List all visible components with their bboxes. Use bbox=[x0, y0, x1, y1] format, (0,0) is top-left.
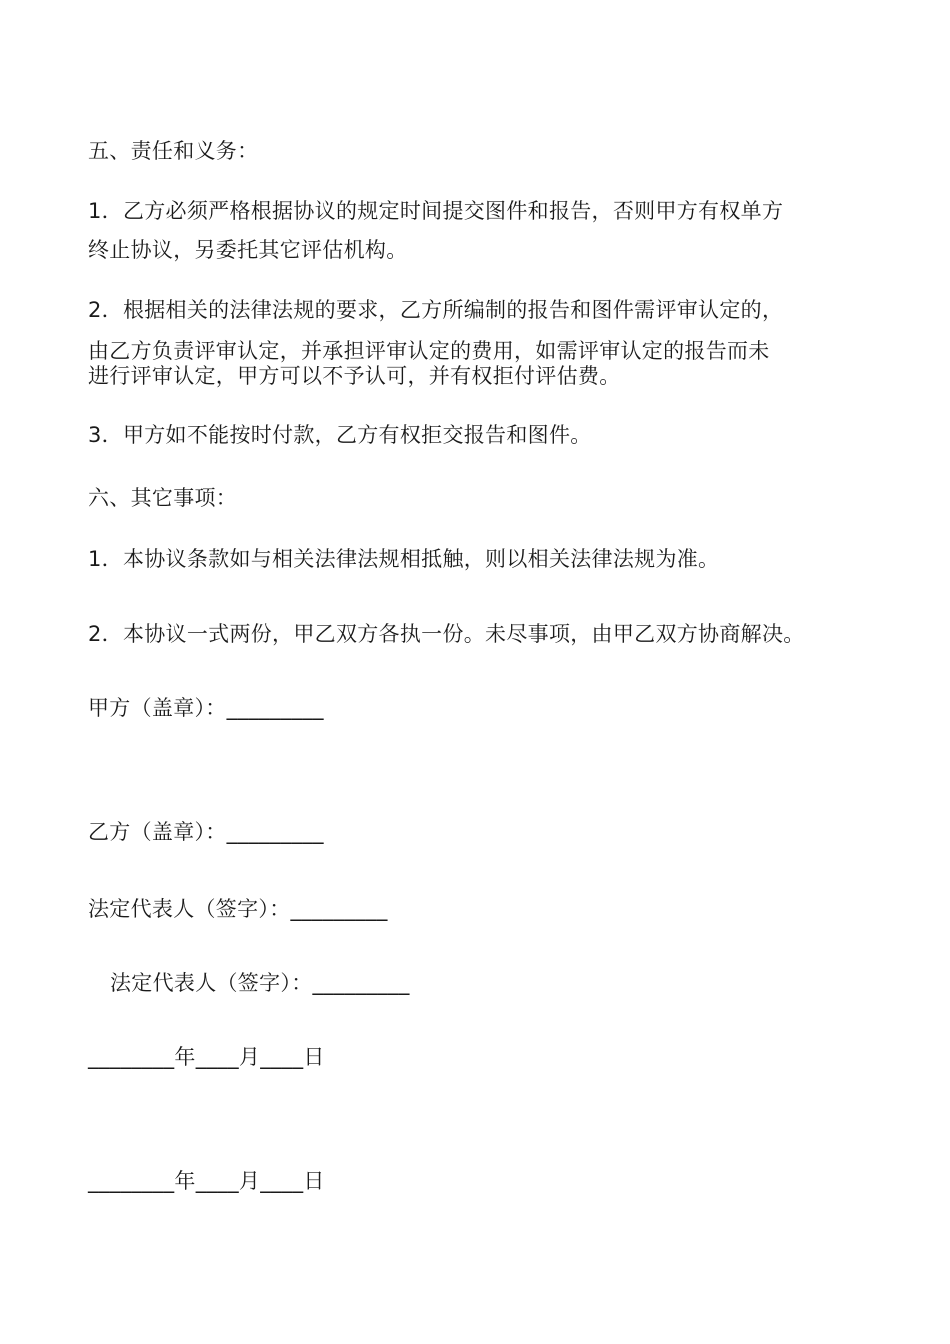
date-line-2: ________年____月____日 bbox=[88, 1169, 325, 1193]
section-5-item-2-line-1: 2．根据相关的法律法规的要求，乙方所编制的报告和图件需评审认定的， bbox=[88, 298, 784, 322]
section-5-item-2-line-2: 由乙方负责评审认定，并承担评审认定的费用，如需评审认定的报告而未 bbox=[88, 339, 770, 363]
section-5-item-3: 3．甲方如不能按时付款，乙方有权拒交报告和图件。 bbox=[88, 423, 592, 447]
section-6-item-2: 2．本协议一式两份，甲乙双方各执一份。未尽事项，由甲乙双方协商解决。 bbox=[88, 622, 805, 646]
legal-rep-signature-2: 法定代表人（签字）：_________ bbox=[110, 971, 410, 995]
section-6-heading: 六、其它事项： bbox=[88, 486, 238, 510]
party-b-seal: 乙方（盖章）：_________ bbox=[88, 820, 324, 844]
section-5-heading: 五、责任和义务： bbox=[88, 139, 259, 163]
section-5-item-1-line-1: 1．乙方必须严格根据协议的规定时间提交图件和报告，否则甲方有权单方 bbox=[88, 199, 784, 223]
section-5-item-2-line-3: 进行评审认定，甲方可以不予认可，并有权拒付评估费。 bbox=[88, 364, 621, 388]
section-5-item-1-line-2: 终止协议，另委托其它评估机构。 bbox=[88, 238, 408, 262]
date-line-1: ________年____月____日 bbox=[88, 1045, 325, 1069]
legal-rep-signature-1: 法定代表人（签字）：_________ bbox=[88, 897, 388, 921]
party-a-seal: 甲方（盖章）：_________ bbox=[88, 696, 324, 720]
section-6-item-1: 1．本协议条款如与相关法律法规相抵触，则以相关法律法规为准。 bbox=[88, 547, 720, 571]
